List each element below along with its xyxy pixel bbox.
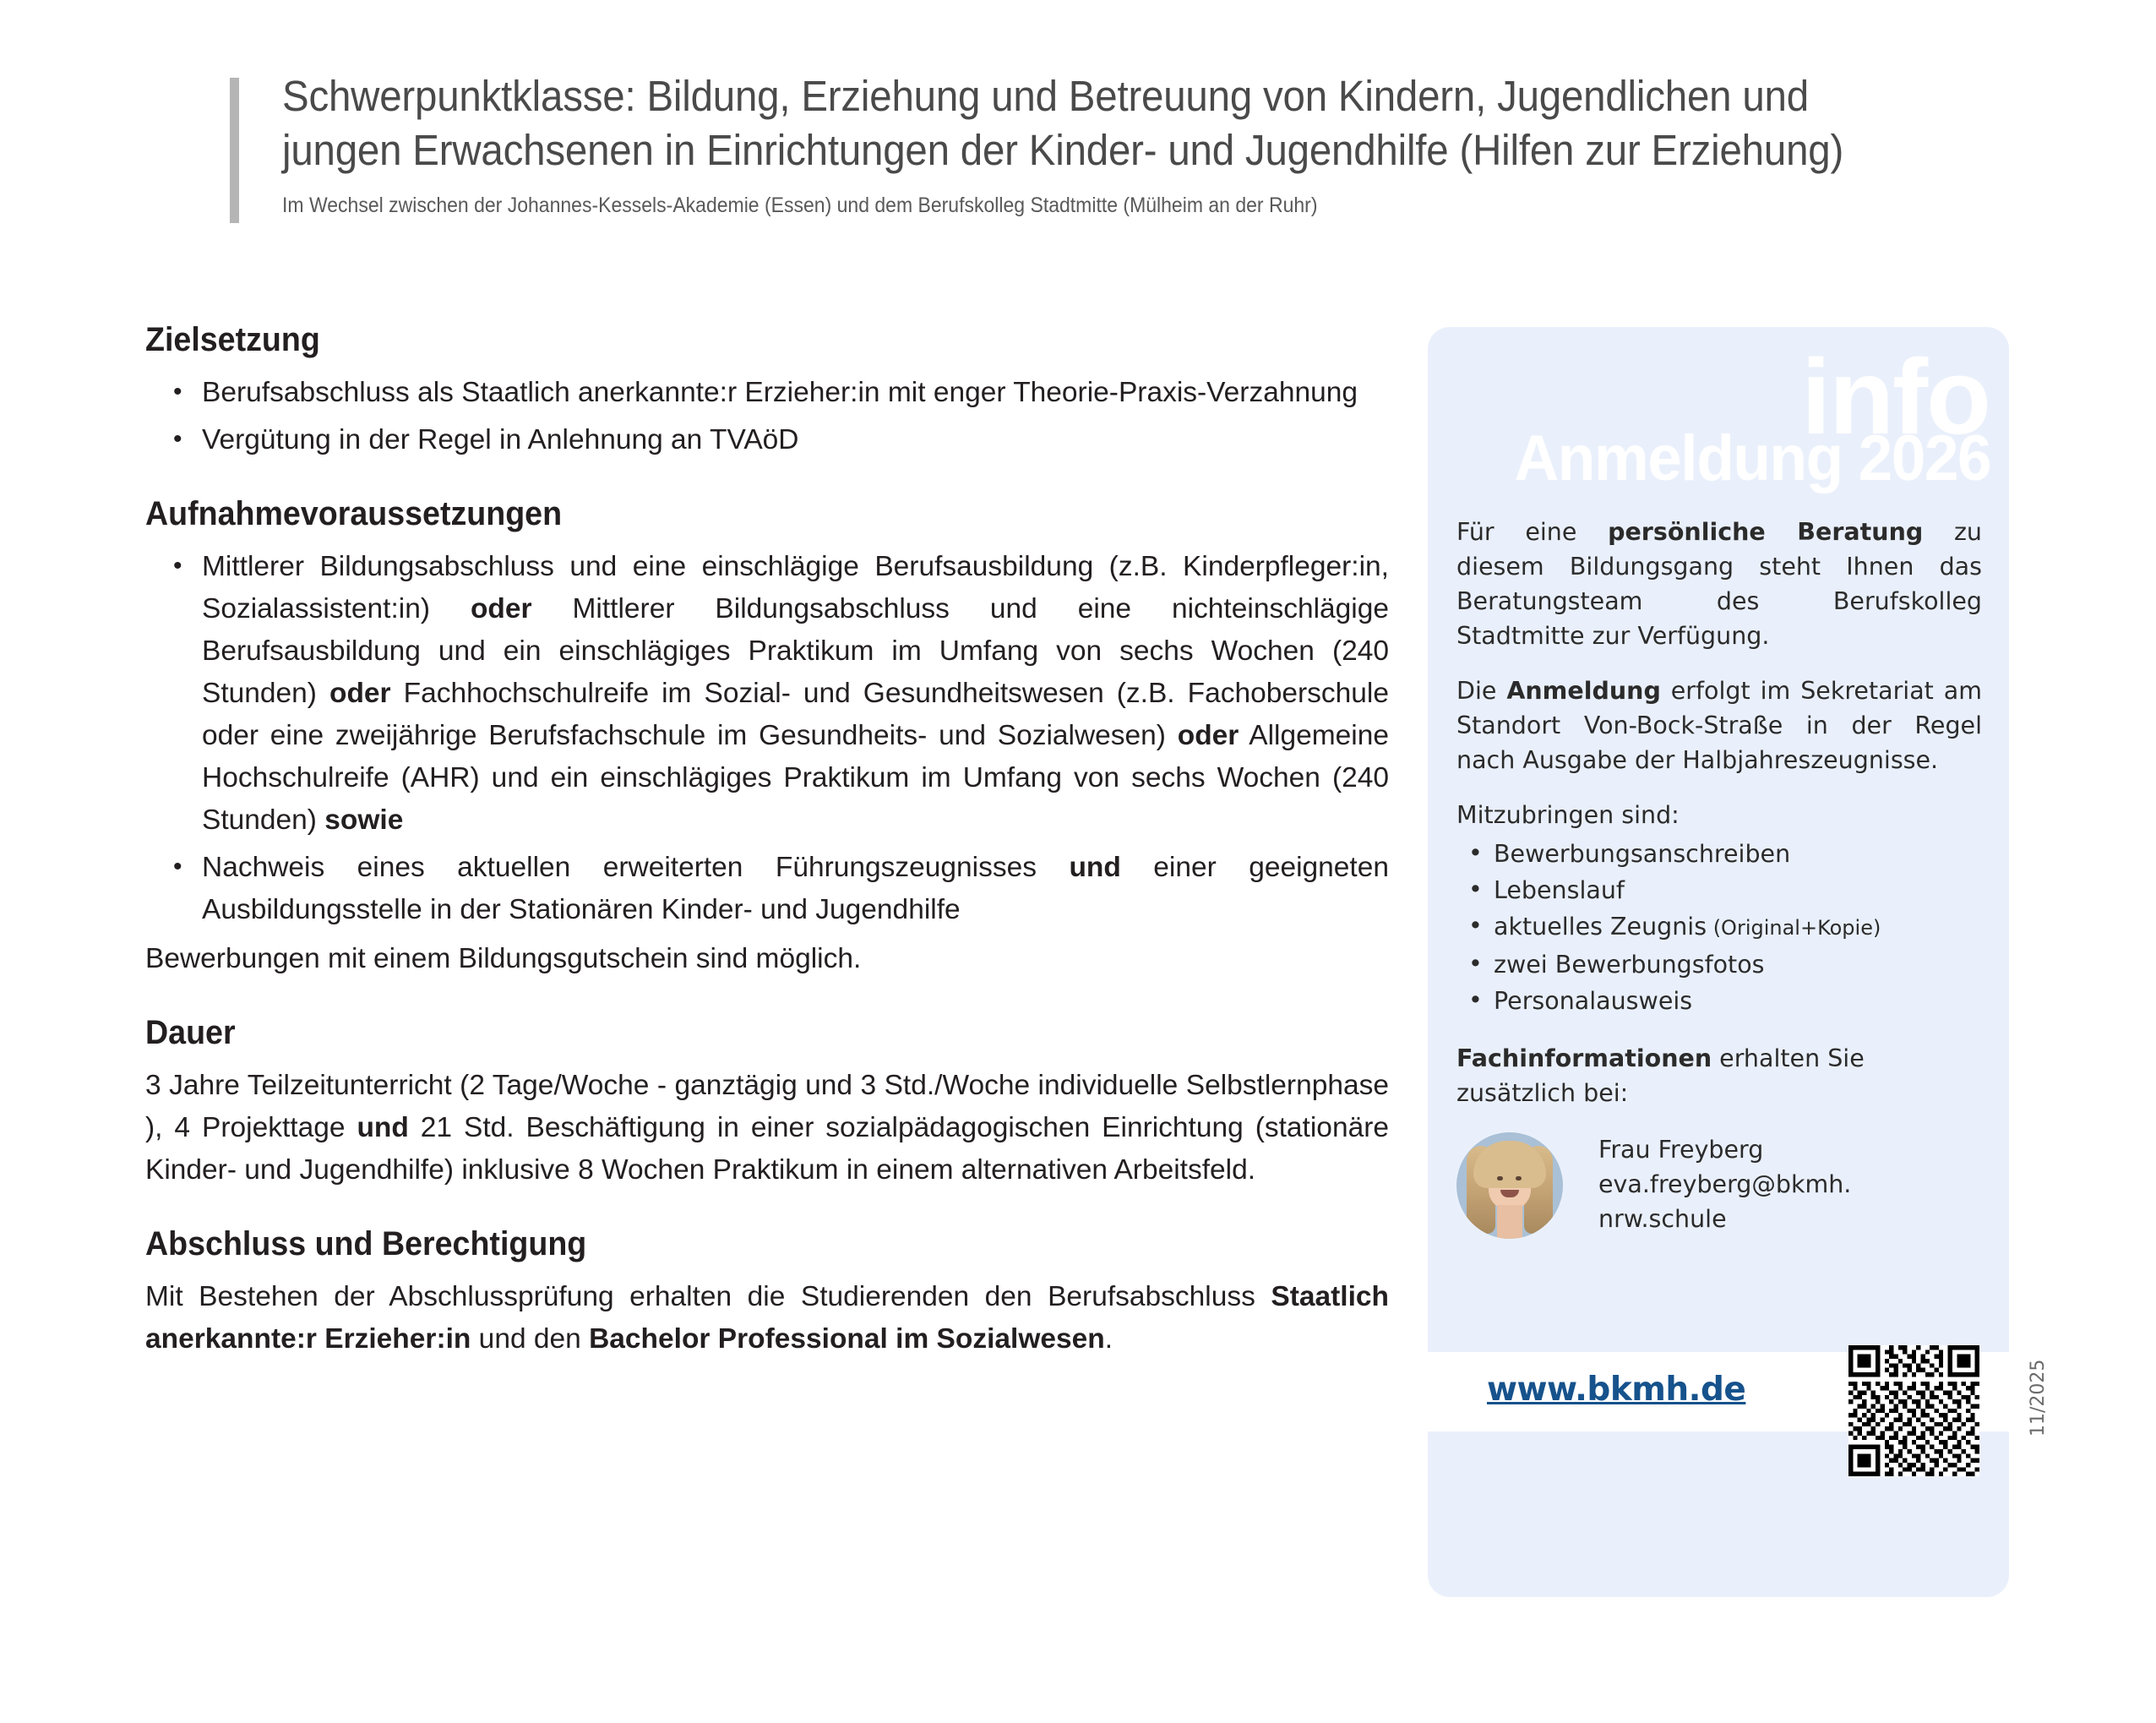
text-fragment: einer geeigneten Ausbildungsstelle in der Stationären Kinder- und Jugendhilfe xyxy=(202,852,1389,925)
section-heading-abschluss: Abschluss und Berechtigung xyxy=(145,1225,587,1262)
info-paragraph-beratung xyxy=(1456,515,1982,653)
emphasis-anmeldung: Anmeldung xyxy=(1506,677,1661,705)
abschluss-paragraph xyxy=(145,1276,1389,1360)
list-item xyxy=(145,546,1389,842)
avatar-neck xyxy=(1497,1205,1522,1239)
emphasis-oder: oder xyxy=(470,593,532,624)
emphasis-berufsabschluss: Staatlich anerkannte:r Erzieher:in xyxy=(145,1281,1389,1355)
info-panel-title xyxy=(1428,327,2009,515)
contact-details xyxy=(1598,1132,1851,1236)
text-fragment: . xyxy=(1104,1323,1113,1355)
list-item: • zwei Bewerbungsfotos xyxy=(1456,946,1982,983)
text-fragment: Mittlerer Bildungsabschluss und eine nichteinschlägige Berufsausbildung und ein einschlägiges Praktikum im Umfang von sechs Wochen (240 Stunden) xyxy=(202,593,1389,709)
list-item xyxy=(145,847,1389,931)
text-fragment: 21 Std. Beschäftigung in einer sozialpädagogischen Einrichtung (stationäre Kinder- und Jugendhilfe) inklusive 8 Wochen Praktikum in einem alternativen Arbeitsfeld. xyxy=(145,1112,1389,1186)
list-item: • Personalausweis xyxy=(1456,983,1982,1019)
header-accent-bar xyxy=(230,78,239,223)
date-code: 11/2025 xyxy=(2028,1359,2049,1437)
section-heading-aufnahmevoraussetzungen: Aufnahmevoraussetzungen xyxy=(145,495,563,532)
main-content-column xyxy=(145,319,1389,1360)
text-fragment: Fachhochschulreife im Sozial- und Gesundheitswesen (z.B. Fachoberschule oder eine zweijährige Berufsfachschule im Gesundheits- und Sozialwesen) xyxy=(202,678,1389,751)
text-fragment: Für eine xyxy=(1456,518,1609,546)
avatar-eye-right xyxy=(1516,1176,1522,1180)
section-heading-dauer: Dauer xyxy=(145,1014,236,1051)
contact-block xyxy=(1456,1132,1982,1239)
aufnahme-note: Bewerbungen mit einem Bildungsgutschein sind möglich. xyxy=(145,943,862,974)
text-fragment: 3 Jahre Teilzeitunterricht (2 Tage/Woche - ganztägig und 3 Std./Woche individuelle Selbstlernphase ), 4 Projekttage xyxy=(145,1070,1389,1143)
emphasis-und: und xyxy=(1069,852,1121,883)
list-item: • Vergütung in der Regel in Anlehnung an TVAöD xyxy=(145,419,1389,461)
contact-name: Frau Freyberg xyxy=(1598,1136,1764,1164)
text-fragment: Mittlerer Bildungsabschluss und eine einschlägige Berufsausbildung (z.B. Kinderpfleger:in, Sozialassistent:in) xyxy=(202,551,1389,624)
mitzubringen-list xyxy=(1456,836,1982,1019)
page-title-line2: jungen Erwachsenen in Einrichtungen der Kinder- und Jugendhilfe (Hilfen zur Erziehung) xyxy=(282,126,1844,174)
avatar xyxy=(1456,1132,1563,1239)
avatar-eye-left xyxy=(1497,1176,1503,1180)
list-item: • Bewerbungsanschreiben xyxy=(1456,836,1982,872)
emphasis-und: und xyxy=(357,1112,409,1143)
fachinformationen-paragraph xyxy=(1456,1041,1982,1110)
info-title-word: info xyxy=(1801,337,1990,456)
text-fragment: Mit Bestehen der Abschlussprüfung erhalten die Studierenden den Berufsabschluss xyxy=(145,1281,1271,1312)
text-fragment: erhalten Sie zusätzlich bei: xyxy=(1456,1044,1865,1107)
emphasis-sowie: sowie xyxy=(324,804,404,836)
info-paragraph-anmeldung xyxy=(1456,673,1982,777)
text-fragment: Allgemeine Hochschulreife (AHR) und ein einschlägiges Praktikum im Umfang von sechs Wochen (240 Stunden) xyxy=(202,720,1389,836)
dauer-paragraph xyxy=(145,1065,1389,1191)
text-fragment: zu diesem Bildungsgang steht Ihnen das Beratungsteam des Berufskolleg Stadtmitte zur Verfügung. xyxy=(1456,518,1982,650)
section-heading-zielsetzung: Zielsetzung xyxy=(145,321,320,358)
list-item: • Berufsabschluss als Staatlich anerkannte:r Erzieher:in mit enger Theorie-Praxis-Verzahnung xyxy=(145,372,1389,414)
emphasis-bachelor: Bachelor Professional im Sozialwesen xyxy=(589,1323,1105,1355)
page-title-line1: Schwerpunktklasse: Bildung, Erziehung und Betreuung von Kindern, Jugendlichen und xyxy=(282,72,1809,120)
info-panel-body xyxy=(1456,515,1982,1239)
text-fragment: Nachweis eines aktuellen erweiterten Führungszeugnisses xyxy=(202,852,1070,883)
emphasis-beratung: persönliche Beratung xyxy=(1608,518,1924,546)
document-header xyxy=(230,69,2012,220)
list-item: • Lebenslauf xyxy=(1456,872,1982,908)
emphasis-oder: oder xyxy=(329,678,391,709)
list-item xyxy=(1456,908,1982,946)
website-link[interactable]: www.bkmh.de xyxy=(1487,1371,1746,1409)
zielsetzung-list xyxy=(145,372,1389,461)
contact-email-line1: eva.freyberg@bkmh. xyxy=(1598,1170,1852,1198)
emphasis-fachinformationen: Fachinformationen xyxy=(1456,1044,1712,1072)
mitzubringen-label: Mitzubringen sind: xyxy=(1456,801,1680,829)
info-panel xyxy=(1428,327,2009,1597)
page-subtitle: Im Wechsel zwischen der Johannes-Kessels-Akademie (Essen) und dem Berufskolleg Stadtmitte (Mülheim an der Ruhr) xyxy=(282,194,1318,217)
text-fragment: erfolgt im Sekretariat am Standort Von-Bock-Straße in der Regel nach Ausgabe der Halbjahreszeugnisse. xyxy=(1456,677,1983,774)
zeugnis-note: (Original+Kopie) xyxy=(1707,916,1881,940)
text-fragment: Die xyxy=(1456,677,1507,705)
aufnahme-list xyxy=(145,546,1389,931)
emphasis-oder: oder xyxy=(1177,720,1239,751)
info-title-anmeldung: Anmeldung 2026 xyxy=(1514,423,1990,494)
qr-code[interactable] xyxy=(1848,1345,1979,1476)
text-fragment: und den xyxy=(471,1323,590,1355)
text-fragment: aktuelles Zeugnis xyxy=(1494,913,1707,941)
contact-email-line2: nrw.schule xyxy=(1598,1205,1727,1233)
